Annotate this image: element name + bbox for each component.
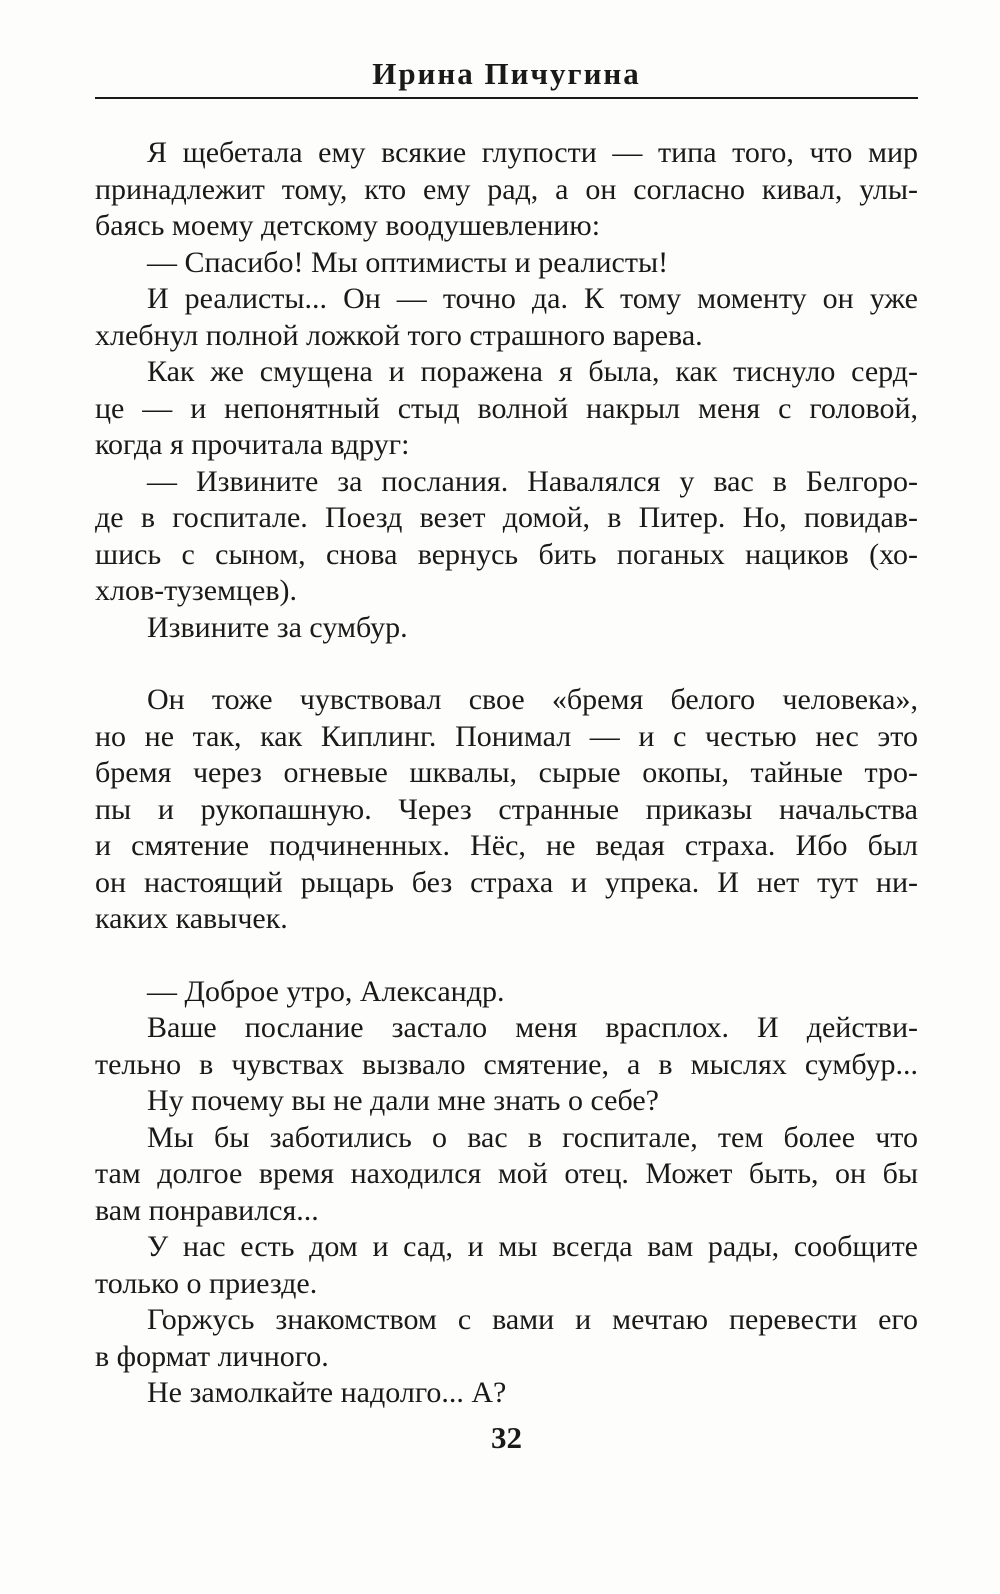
text-line: пы и рукопашную. Через странные приказы начальства (95, 792, 918, 826)
text-line: только о приезде. (95, 1266, 318, 1300)
paragraph-gap (95, 646, 918, 682)
page-number: 32 (491, 1420, 522, 1455)
text-line: в формат личного. (95, 1339, 329, 1373)
text-line: Ну почему вы не дали мне знать о себе? (147, 1084, 659, 1117)
text-line: Извините за сумбур. (147, 610, 408, 644)
text-line: Я щебетала ему всякие глупости — типа того, что мир (147, 136, 918, 169)
text-line: Ваше послание застало меня врасплох. И действи- (147, 1011, 918, 1044)
text-line: Горжусь знакомством с вами и мечтаю перевести его (147, 1303, 918, 1336)
text-line: де в госпитале. Поезд везет домой, в Питер. Но, повидав- (95, 501, 918, 534)
text-line: баясь моему детскому воодушевлению: (95, 209, 601, 242)
text-line: когда я прочитала вдруг: (95, 428, 410, 461)
text-line: це — и непонятный стыд волной накрыл меня с головой, (95, 391, 918, 425)
text-line: — Доброе утро, Александр. (147, 974, 505, 1008)
text-line: он настоящий рыцарь без страха и упрека. И нет тут ни- (95, 865, 918, 899)
text-line: Не замолкайте надолго... А? (147, 1376, 507, 1409)
text-line: и смятение подчиненных. Нёс, не ведая страха. Ибо был (95, 829, 918, 862)
body-text (95, 135, 918, 1412)
header-rule (95, 97, 918, 99)
text-line: И реалисты... Он — точно да. К тому моменту он уже (147, 282, 918, 315)
text-line: Как же смущена и поражена я была, как тиснуло серд- (147, 355, 918, 388)
text-line: тельно в чувствах вызвало смятение, а в мыслях сумбур... (95, 1047, 918, 1081)
text-line: там долгое время находился мой отец. Может быть, он бы (95, 1157, 918, 1190)
text-line: хлов-туземцев). (95, 574, 298, 607)
text-line: хлебнул полной ложкой того страшного варева. (95, 318, 703, 352)
text-line: шись с сыном, снова вернусь бить поганых нациков (хо- (95, 537, 918, 571)
text-line: но не так, как Киплинг. Понимал — и с честью нес это (95, 719, 918, 753)
text-line: У нас есть дом и сад, и мы всегда вам рады, сообщите (147, 1230, 918, 1263)
paragraph-gap (95, 938, 918, 974)
text-line: — Извините за послания. Навалялся у вас в Белгоро- (147, 464, 918, 498)
text-line: вам понравился... (95, 1193, 319, 1227)
running-header-author: Ирина Пичугина (372, 56, 641, 91)
text-line: каких кавычек. (95, 902, 288, 935)
text-line: принадлежит тому, кто ему рад, а он согласно кивал, улы- (95, 172, 918, 206)
text-line: Он тоже чувствовал свое «бремя белого человека», (147, 683, 918, 716)
text-line: бремя через огневые шквалы, сырые окопы, тайные тро- (95, 756, 918, 789)
text-line: Мы бы заботились о вас в госпитале, тем более что (147, 1120, 918, 1154)
text-line: — Спасибо! Мы оптимисты и реалисты! (147, 245, 669, 279)
